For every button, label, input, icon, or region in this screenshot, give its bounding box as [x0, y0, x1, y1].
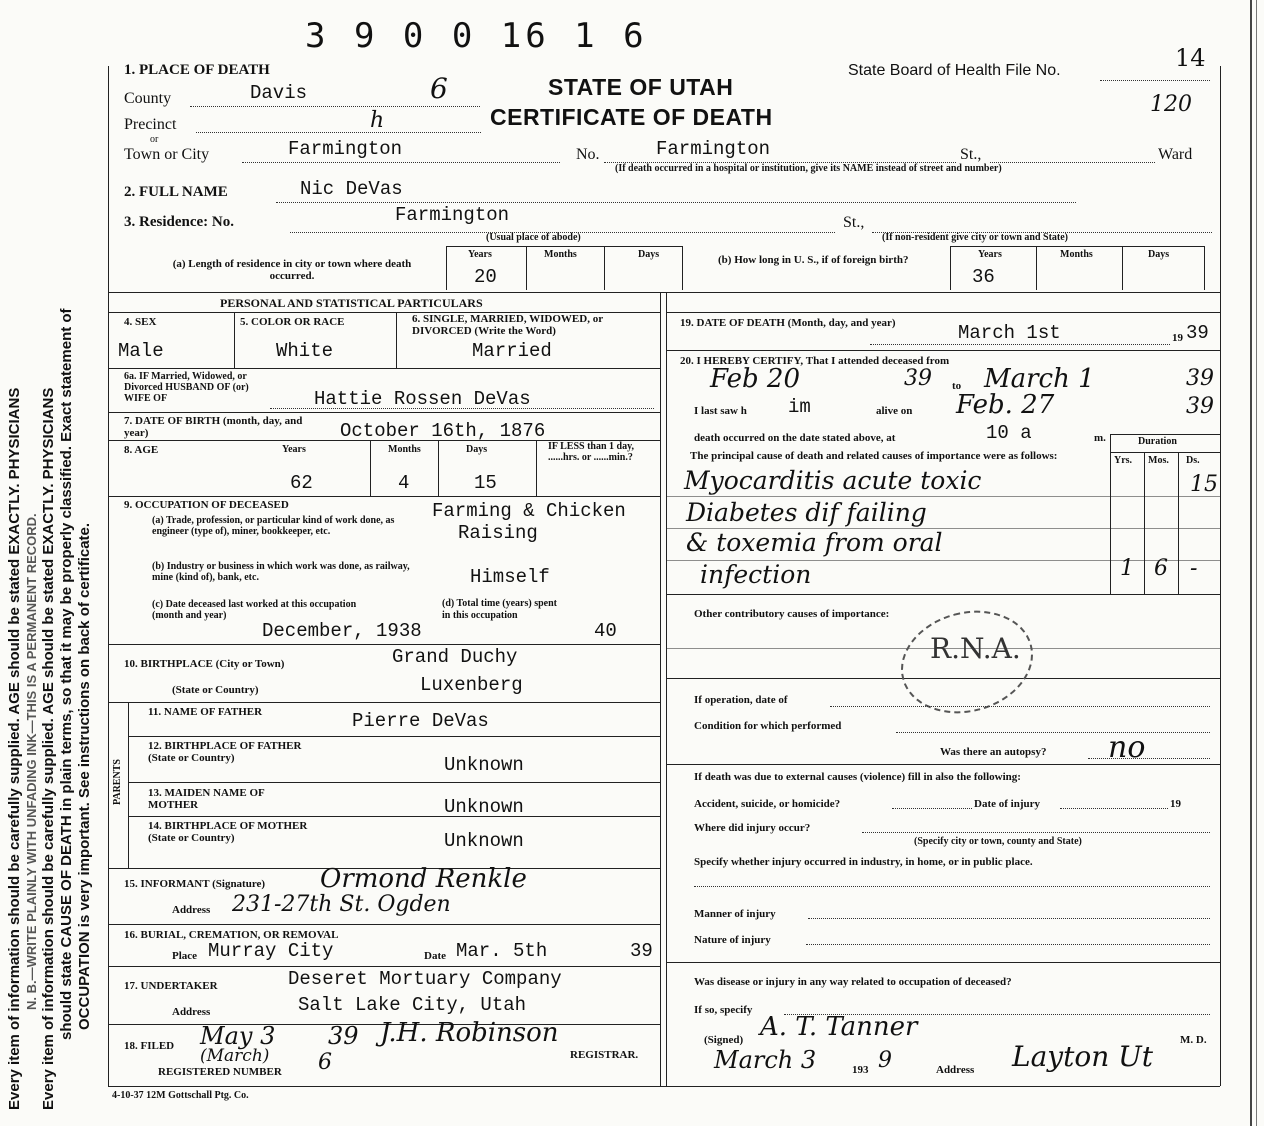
- cause-2: Diabetes dif failing: [686, 498, 927, 527]
- mother-birthplace-value: Unknown: [444, 830, 524, 852]
- from-year: 39: [904, 366, 932, 391]
- marital-value: Married: [472, 340, 552, 362]
- dob-value: October 16th, 1876: [340, 420, 546, 442]
- hospital-note: (If death occurred in a hospital or institution, give its NAME instead of street and number): [615, 163, 1002, 174]
- cause-1: Myocarditis acute toxic: [684, 466, 982, 495]
- ward-label: Ward: [1158, 146, 1193, 163]
- foreign-label: (b) How long in U. S., if of foreign birth?: [718, 254, 909, 266]
- county-mark: 6: [430, 72, 448, 105]
- last-worked-value: December, 1938: [262, 620, 422, 642]
- name-value: Nic DeVas: [300, 178, 403, 200]
- death-year: 39: [1186, 322, 1209, 344]
- precinct-value: h: [370, 108, 385, 133]
- name-label: 2. FULL NAME: [124, 184, 228, 200]
- stamp-text: R.N.A.: [930, 632, 1021, 665]
- attended-from: Feb 20: [710, 364, 800, 394]
- birthplace-city: Grand Duchy: [392, 646, 518, 668]
- cause-1-days: 15: [1190, 472, 1218, 497]
- cause-3: & toxemia from oral: [686, 528, 943, 557]
- printer-footer: 4-10-37 12M Gottschall Ptg. Co.: [112, 1090, 249, 1101]
- filed-year: 39: [328, 1022, 359, 1050]
- cause-4: infection: [700, 560, 812, 589]
- parents-label: PARENTS: [112, 759, 123, 805]
- age-years: 62: [290, 472, 313, 494]
- color-value: White: [276, 340, 334, 362]
- cause-4-days: -: [1190, 556, 1198, 581]
- industry-value: Himself: [470, 566, 550, 588]
- registered-month: (March): [200, 1046, 270, 1066]
- certificate-number: 3 9 0 0 16 1 6: [305, 16, 648, 56]
- registered-number: 6: [318, 1050, 332, 1075]
- town-value: Farmington: [288, 138, 403, 160]
- cause-4-years: 1: [1120, 556, 1134, 581]
- cause-4-months: 6: [1154, 556, 1168, 581]
- physician-signature: A. T. Tanner: [760, 1012, 918, 1042]
- alive-date: Feb. 27: [956, 390, 1055, 420]
- residence-label: 3. Residence: No.: [124, 214, 234, 230]
- st-label: St.,: [960, 146, 982, 163]
- death-time: 10 a: [986, 422, 1032, 444]
- mother-value: Unknown: [444, 796, 524, 818]
- board-label: State Board of Health File No.: [848, 62, 1061, 79]
- total-time-value: 40: [594, 620, 617, 642]
- burial-year: 39: [630, 940, 653, 962]
- occupation-value-1: Farming & Chicken: [432, 500, 626, 522]
- file-number: 120: [1150, 92, 1192, 117]
- alive-year: 39: [1186, 394, 1214, 419]
- registrar-signature: J.H. Robinson: [380, 1018, 559, 1048]
- autopsy-value: no: [1108, 730, 1146, 765]
- father-birthplace-value: Unknown: [444, 754, 524, 776]
- certificate-title: CERTIFICATE OF DEATH: [490, 104, 773, 130]
- physician-address: Layton Ut: [1012, 1040, 1153, 1073]
- length-label: (a) Length of residence in city or town where death occurred.: [172, 258, 412, 282]
- residence-value: Farmington: [395, 204, 510, 226]
- age-days: 15: [474, 472, 497, 494]
- county-label: County: [124, 90, 172, 107]
- abode-note: (Usual place of abode): [486, 232, 581, 243]
- undertaker-address: Salt Lake City, Utah: [298, 994, 527, 1016]
- burial-place: Murray City: [208, 940, 334, 962]
- burial-date: Mar. 5th: [456, 940, 548, 962]
- undertaker-value: Deseret Mortuary Company: [288, 968, 562, 990]
- residence-years: 20: [474, 266, 497, 288]
- foreign-years: 36: [972, 266, 995, 288]
- sex-value: Male: [118, 340, 164, 362]
- filed-date: May 3: [200, 1022, 276, 1050]
- signed-date: March 3: [714, 1046, 817, 1074]
- attended-to: March 1: [984, 364, 1095, 394]
- side-note-2: N. B.—WRITE PLAINLY WITH UNFADING INK—THIS IS A PERMANENT RECORD.: [24, 513, 39, 1010]
- birthplace-country: Luxenberg: [420, 674, 523, 696]
- no-label: No.: [576, 146, 600, 163]
- side-note-1: Every item of information should be carefully supplied. AGE should be stated EXACTLY. PHYSICIANS: [6, 387, 23, 1110]
- town-label: Town or City: [124, 146, 210, 163]
- street-value: Farmington: [656, 138, 771, 160]
- state-title: STATE OF UTAH: [548, 74, 734, 100]
- informant-signature: Ormond Renkle: [320, 864, 527, 894]
- informant-address: 231-27th St. Ogden: [232, 892, 451, 917]
- side-note-5: OCCUPATION is very important. See instructions on back of certificate.: [76, 522, 93, 1030]
- father-value: Pierre DeVas: [352, 710, 489, 732]
- last-saw-him: im: [788, 396, 811, 418]
- precinct-label: Precinct: [124, 116, 177, 133]
- place-heading: 1. PLACE OF DEATH: [124, 62, 270, 78]
- side-note-3: Every item of information should be carefully supplied. AGE should be stated EXACTLY. PHYSICIANS: [40, 387, 57, 1110]
- county-value: Davis: [250, 82, 308, 104]
- occupation-value-2: Raising: [458, 522, 538, 544]
- date-of-death: March 1st: [958, 322, 1061, 344]
- age-months: 4: [398, 472, 410, 494]
- side-note-4: should state CAUSE OF DEATH in plain terms, so that it may be properly classified. Exact statement of: [58, 308, 75, 1040]
- to-year: 39: [1186, 366, 1214, 391]
- nonres-note: (If non-resident give city or town and State): [882, 232, 1069, 243]
- spouse-value: Hattie Rossen DeVas: [314, 388, 531, 410]
- board-file-no: 14: [1175, 44, 1206, 72]
- personal-heading: PERSONAL AND STATISTICAL PARTICULARS: [220, 296, 483, 310]
- signed-year: 9: [878, 1048, 892, 1073]
